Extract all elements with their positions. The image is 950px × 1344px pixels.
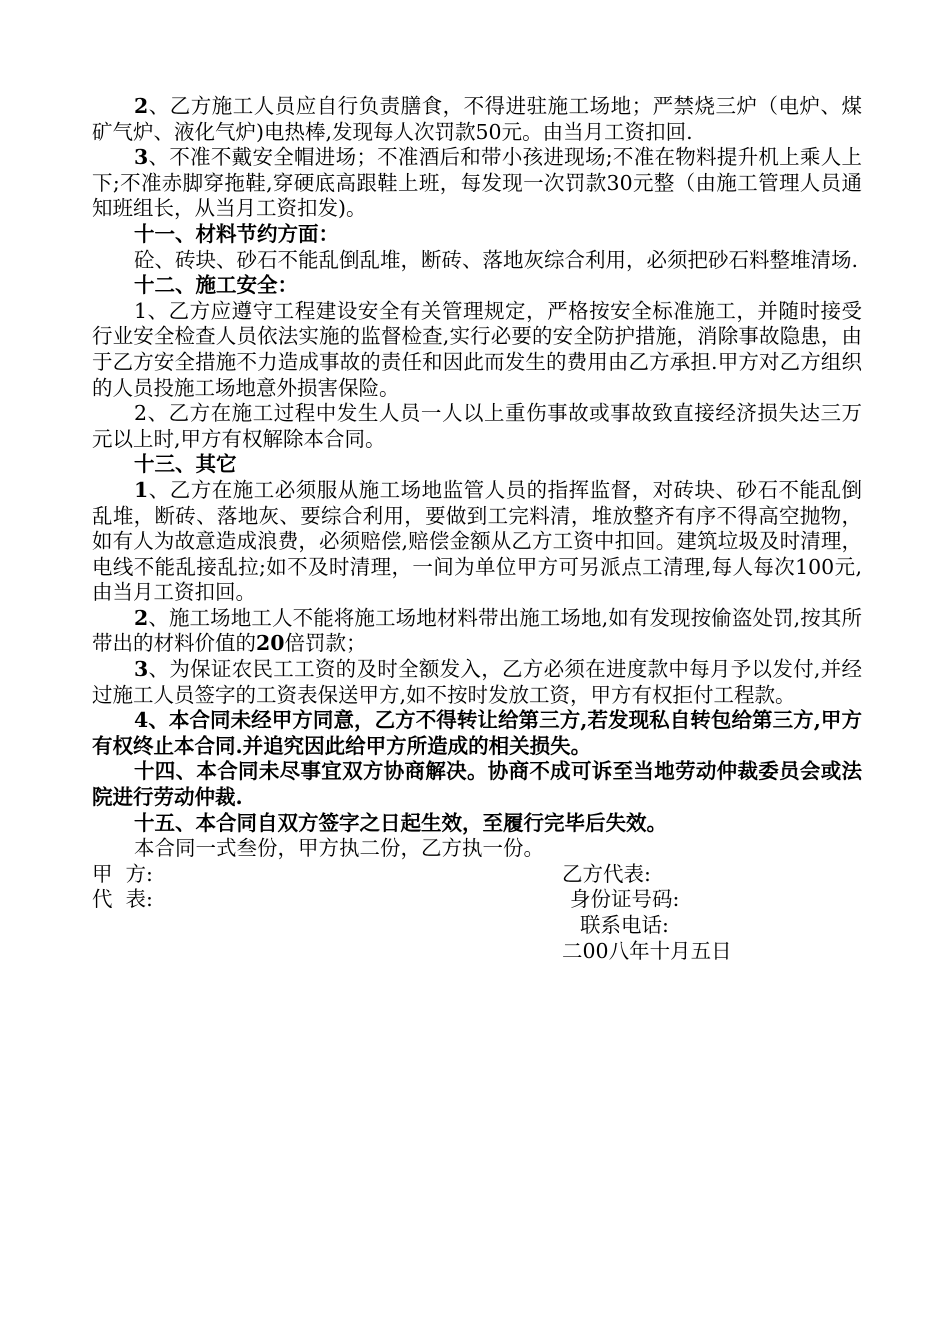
- phone-label: 联系电话:: [580, 913, 669, 937]
- section-11-text: 砼、砖块、砂石不能乱倒乱堆，断砖、落地灰综合利用，必须把砂石料整堆清场.: [134, 247, 859, 272]
- clause-2-text: 、乙方施工人员应自行负责膳食，不得进驻施工场地；严禁烧三炉（电炉、煤矿气炉、液化气炉)电热棒,发现每人次罚款50元。由当月工资扣回.: [92, 94, 862, 144]
- section-13-item-1: [92, 478, 862, 606]
- section-13-item-4: 4、本合同未经甲方同意，乙方不得转让给第三方,若发现私自转包给第三方,甲方有权终止本合同.并追究因此给甲方所造成的相关损失。: [92, 708, 862, 758]
- signature-row-3: [92, 913, 862, 939]
- clause-2-number: 2: [134, 94, 149, 118]
- party-a-rep-label: 代 表:: [92, 887, 153, 912]
- party-b-rep-label: 乙方代表:: [562, 861, 651, 886]
- id-number-label: 身份证号码:: [570, 887, 680, 912]
- contract-date: 二00八年十月五日: [562, 938, 732, 963]
- section-15: 十五、本合同自双方签字之日起生效，至履行完毕后失效。: [134, 810, 667, 835]
- section-13-item-1-number: 1: [134, 477, 149, 502]
- section-13-item-2: [92, 606, 862, 657]
- section-13-item-1-text: 、乙方在施工必须服从施工场地监管人员的指挥监督，对砖块、砂石不能乱倒乱堆，断砖、落地灰、要综合利用，要做到工完料清，堆放整齐有序不得高空抛物，如有人为故意造成浪费，必须赔偿,赔偿金额从乙方工资中扣回。建筑垃圾及时清理，电线不能乱接乱拉;如不及时清理，一间为单位甲方可另派点工清理,每人每次100元,由当月工资扣回。: [92, 477, 862, 605]
- clause-2: [92, 94, 862, 145]
- section-13-heading: 十三、其它: [134, 452, 237, 477]
- section-13-item-2-tail: 倍罚款；: [284, 631, 367, 656]
- section-13-item-3-number: 3: [134, 657, 149, 682]
- signature-row-1: [92, 862, 862, 888]
- signature-row-2: [92, 887, 862, 913]
- section-14: 十四、本合同未尽事宜双方协商解决。协商不成可诉至当地劳动仲裁委员会或法院进行劳动仲裁.: [92, 759, 862, 810]
- section-13-item-2-text: 、施工场地工人不能将施工场地材料带出施工场地,如有发现按偷盗处罚,按其所带出的材料价值的: [92, 605, 862, 656]
- section-13-item-3: [92, 657, 862, 708]
- contract-page: [92, 94, 862, 964]
- signature-row-4: [92, 939, 862, 965]
- clause-3-text: 、不准不戴安全帽进场；不准酒后和带小孩进现场;不准在物料提升机上乘人上下;不准赤脚穿拖鞋,穿硬底高跟鞋上班，每发现一次罚款30元整（由施工管理人员通知班组长，从当月工资扣发)。: [92, 145, 862, 221]
- party-a-label: 甲 方:: [92, 861, 153, 886]
- section-13-item-3-text: 、为保证农民工工资的及时全额发入，乙方必须在进度款中每月予以发付,并经过施工人员签字的工资表保送甲方,如不按时发放工资，甲方有权拒付工程款。: [92, 657, 862, 707]
- section-12-item-1: 1、乙方应遵守工程建设安全有关管理规定，严格按安全标准施工，并随时接受行业安全检查人员依法实施的监督检查,实行必要的安全防护措施，消除事故隐患，由于乙方安全措施不力造成事故的责任和因此而发生的费用由乙方承担.甲方对乙方组织的人员投施工场地意外损害保险。: [92, 298, 862, 400]
- section-11-heading: 十一、材料节约方面：: [134, 221, 339, 246]
- clause-3: [92, 145, 862, 222]
- clause-3-number: 3: [134, 145, 149, 170]
- section-13-item-2-number: 2: [134, 605, 149, 630]
- section-12-heading: 十二、施工安全：: [134, 273, 298, 298]
- section-12-item-2: 2、乙方在施工过程中发生人员一人以上重伤事故或事故致直接经济损失达三万元以上时,甲方有权解除本合同。: [92, 401, 862, 451]
- copies-statement: 本合同一式叁份，甲方执二份，乙方执一份。: [134, 836, 544, 861]
- section-13-item-2-multiplier: 20: [256, 631, 285, 656]
